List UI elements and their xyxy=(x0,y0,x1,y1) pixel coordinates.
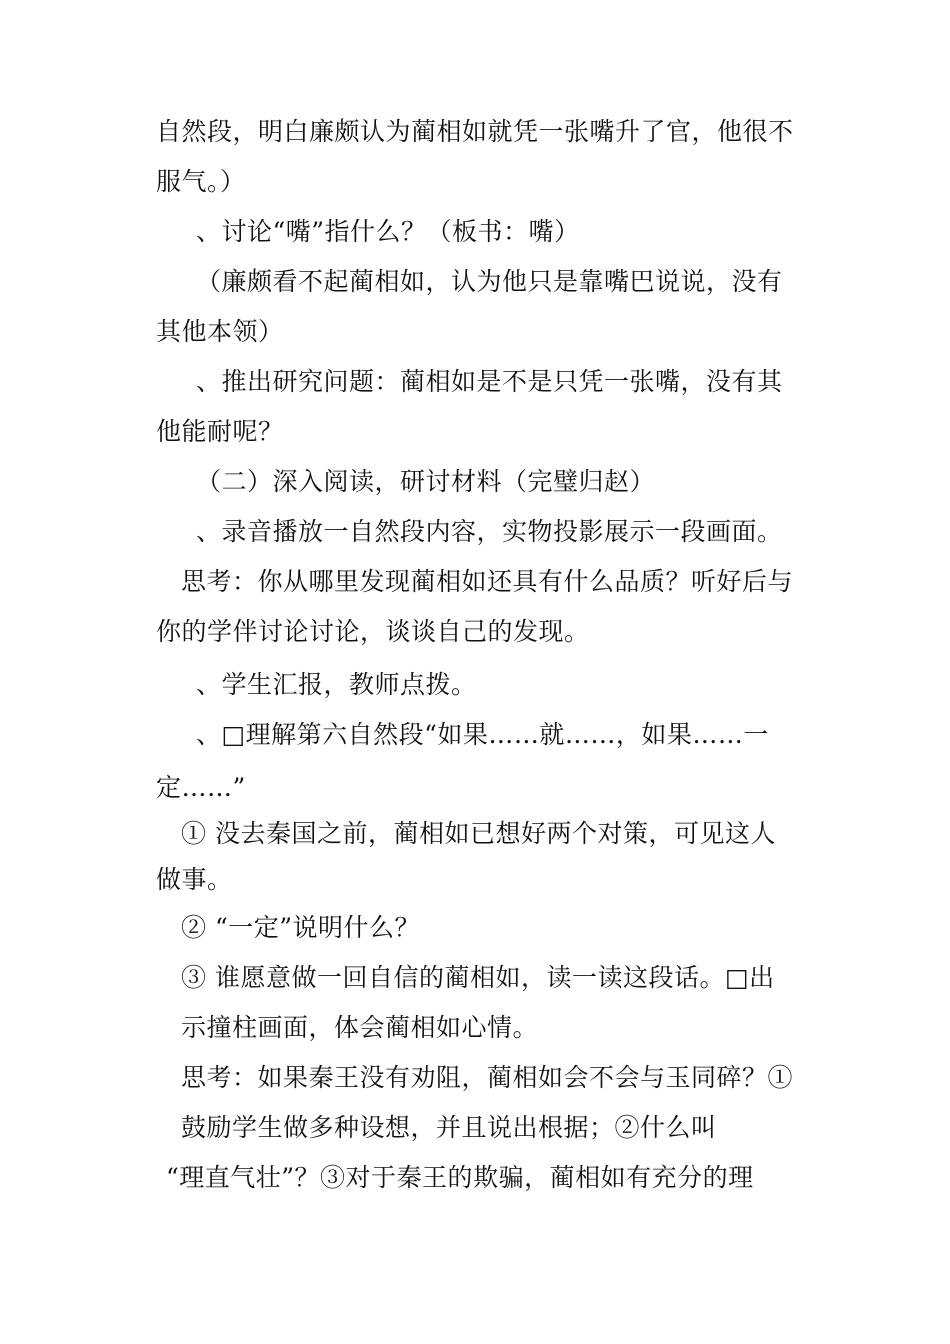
text-line-17: ② “一定”说明什么？ xyxy=(181,913,421,942)
text-line-20: 思考：如果秦王没有劝阻，蔺相如会不会与玉同碎？① xyxy=(181,1063,794,1092)
text-line-18: ③ 谁愿意做一回自信的蔺相如，读一读这段话。□出 xyxy=(181,963,775,992)
text-line-9: 、录音播放一自然段内容，实物投影展示一段画面。 xyxy=(196,517,783,546)
text-line-12: 、学生汇报，教师点拨。 xyxy=(196,670,477,699)
text-line-5: 其他本领） xyxy=(156,317,284,346)
text-line-19: 示撞柱画面，体会蔺相如心情。 xyxy=(181,1013,539,1042)
text-line-21: 鼓励学生做多种设想，并且说出根据；②什么叫 xyxy=(181,1113,717,1142)
text-line-22: “理直气壮”？③对于秦王的欺骗，蔺相如有充分的理 xyxy=(166,1163,754,1192)
text-line-1: 自然段，明白廉颇认为蔺相如就凭一张嘴升了官，他很不 xyxy=(156,117,794,146)
text-line-3: 、讨论“嘴”指什么？（板书：嘴） xyxy=(196,217,580,246)
text-line-8: （二）深入阅读，研讨材料（完璧归赵） xyxy=(196,467,656,496)
text-line-13: 、□理解第六自然段“如果……就……，如果……一 xyxy=(196,720,769,749)
text-line-15: ① 没去秦国之前，蔺相如已想好两个对策，可见这人 xyxy=(181,819,776,848)
text-line-10: 思考：你从哪里发现蔺相如还具有什么品质？听好后与 xyxy=(181,567,794,596)
text-line-7: 他能耐呢？ xyxy=(156,417,284,446)
text-line-14: 定……” xyxy=(156,773,246,802)
text-line-16: 做事。 xyxy=(156,865,233,894)
text-line-6: 、推出研究问题：蔺相如是不是只凭一张嘴，没有其 xyxy=(196,367,783,396)
text-line-4: （廉颇看不起蔺相如，认为他只是靠嘴巴说说，没有 xyxy=(196,267,783,296)
text-line-2: 服气。） xyxy=(156,167,246,196)
text-line-11: 你的学伴讨论讨论，谈谈自己的发现。 xyxy=(156,617,590,646)
